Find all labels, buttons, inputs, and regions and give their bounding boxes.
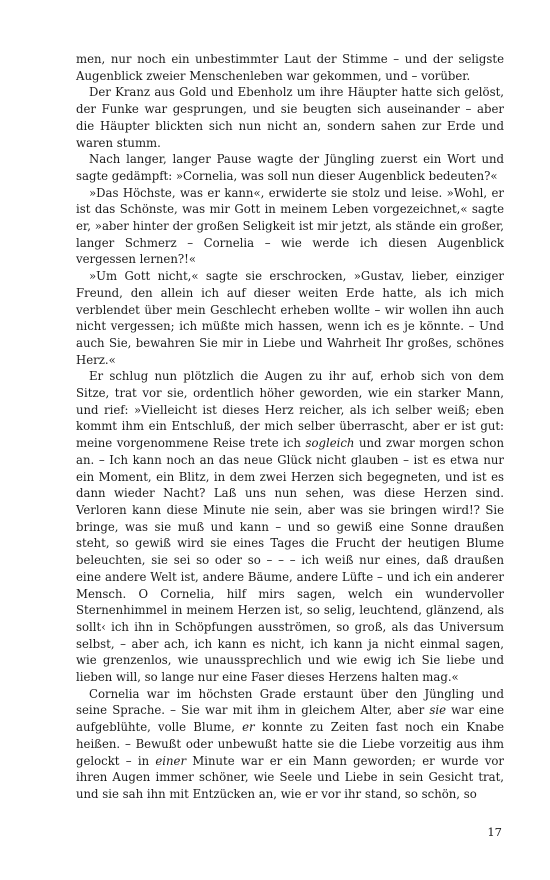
text-segment: »Um Gott nicht,« sagte sie erschrocken, »Gustav, lieber, einziger Freund, den allein ich auf dieser weiten Erde hatte, als ich mich verblendet über mein Geschlecht erheben wollte – wir wollen ihn auch nicht vergessen; ich müßte mich hassen, wenn ich es je könnte. – Und auch Sie, bewahren Sie mir in Liebe und Wahrheit Ihr großes, schönes Herz.« [76, 269, 504, 367]
text-segment: Der Kranz aus Gold und Ebenholz um ihre Häupter hatte sich gelöst, der Funke war gesprungen, und sie beugten sich auseinander – aber die Häupter blickten sich nun nicht an, sondern sahen zur Erde und waren stumm. [76, 85, 504, 150]
paragraph [76, 368, 504, 685]
paragraph [76, 51, 504, 84]
text-segment: Nach langer, langer Pause wagte der Jüngling zuerst ein Wort und sagte gedämpft: »Cornelia, was soll nun dieser Augenblick bedeuten?« [76, 152, 504, 183]
text-segment: Er schlug nun plötzlich die Augen zu ihr auf, erhob sich von dem Sitze, trat vor sie, ordentlich höher geworden, wie ein starker Mann, und rief: »Vielleicht ist dieses Herz reicher, als ich selber weiß; eben kommt ihm ein Entschluß, der mich selber überrascht, aber er ist gut: meine vorgenommene Reise trete ich [76, 369, 504, 451]
paragraph [76, 185, 504, 269]
page-number: 17 [487, 825, 502, 839]
text-segment: und zwar morgen schon an. – Ich kann noch an das neue Glück nicht glauben – ist es etwa nur ein Moment, ein Blitz, in dem zwei Herzen sich begegneten, und ist es dann wieder Nacht? Laß uns nun sehen, was diese Herzen sind. Verloren kann diese Minute nie sein, aber was sie bringen wird!? Sie bringe, was sie muß und kann – und so gewiß eine Sonne draußen steht, so gewiß wird sie eines Tages die Frucht der heutigen Blume beleuchten, sie sei so oder so – – – ich weiß nur eines, daß draußen eine andere Welt ist, andere Bäume, andere Lüfte – und ich ein anderer Mensch. O Cornelia, hilf mirs sagen, welch ein wundervoller Sternenhimmel in meinem Herzen ist, so selig, leuchtend, glänzend, als sollt‹ ich ihn in Schöpfungen ausströmen, so groß, als das Universum selbst, – aber ach, ich kann es nicht, ich kann ja nicht einmal sagen, wie grenzenlos, wie unaussprechlich und wie ewig ich Sie liebe und lieben will, so lange nur eine Faser dieses Herzens halten mag.« [76, 436, 504, 685]
paragraph [76, 268, 504, 368]
text-segment: »Das Höchste, was er kann«, erwiderte sie stolz und leise. »Wohl, er ist das Schönste, was mir Gott in meinem Leben vorgezeichnet,« sagte er, »aber hinter der großen Seligkeit ist mir jetzt, als stände ein großer, langer Schmerz – Cornelia – wie werde ich diesen Augenblick vergessen lernen?!« [76, 185, 504, 267]
paragraph [76, 686, 504, 803]
emphasized-text: sie [429, 703, 447, 718]
paragraph [76, 84, 504, 151]
emphasized-text: er [242, 720, 255, 735]
text-segment: konnte zu Zeiten fast noch ein Knabe heißen. – Bewußt oder unbewußt hatte sie die Liebe vorzeitig aus ihm gelockt – in [76, 720, 504, 768]
emphasized-text: sogleich [305, 436, 355, 451]
text-segment: war eine aufgeblühte, volle Blume, [76, 703, 504, 735]
text-segment: men, nur noch ein unbestimmter Laut der Stimme – und der seligste Augenblick zweier Menschenleben war gekommen, und – vorüber. [76, 52, 504, 83]
text-segment: Minute war er ein Mann geworden; er wurde vor ihren Augen immer schöner, wie Seele und Liebe in sein Gesicht trat, und sie sah ihn mit Entzücken an, wie er vor ihr stand, so schön, so [76, 753, 504, 801]
emphasized-text: einer [155, 753, 187, 768]
text-segment: Cornelia war im höchsten Grade erstaunt über den Jüngling und seine Sprache. – Sie war mit ihm in gleichem Alter, aber [76, 686, 504, 718]
body-text [76, 51, 504, 803]
paragraph [76, 151, 504, 184]
